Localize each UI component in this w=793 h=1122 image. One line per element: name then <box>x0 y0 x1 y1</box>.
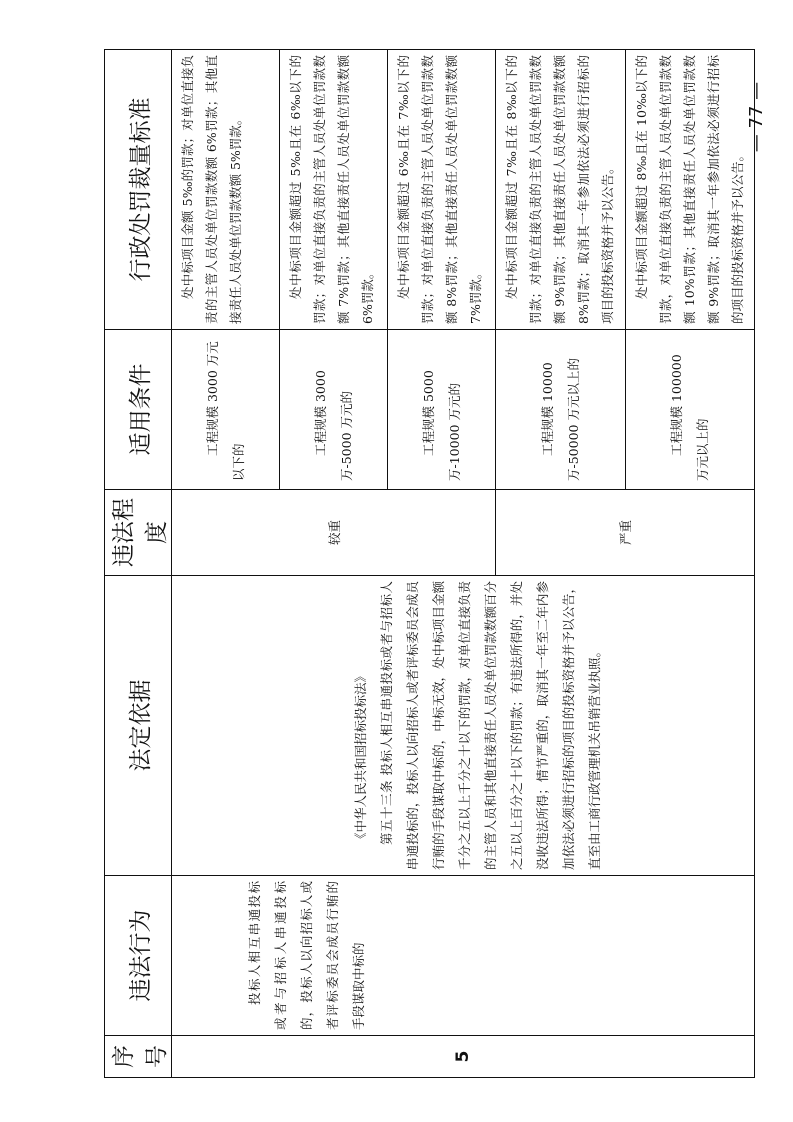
condition-text: 工程规模 100000 万元以上的 <box>669 354 710 481</box>
condition-text: 工程规模 5000 万-10000 万元的 <box>420 370 462 481</box>
standard-cell <box>496 50 626 330</box>
penalty-table <box>104 49 755 1078</box>
table-row <box>172 50 280 1078</box>
degree-heavy-cell: 较重 <box>172 490 496 576</box>
degree-severe-cell: 严重 <box>496 490 755 576</box>
standard-cell <box>280 50 388 330</box>
standard-cell <box>388 50 496 330</box>
header-standard: 行政处罚裁量标准 <box>105 50 172 330</box>
condition-text: 工程规模 3000 万-5000 万元的 <box>312 370 354 481</box>
condition-cell <box>172 330 280 490</box>
header-condition: 适用条件 <box>105 330 172 490</box>
condition-cell <box>496 330 626 490</box>
basis-title: 《中华人民共和国招标投标法》 <box>353 669 368 845</box>
standard-text: 处中标项目金额超过 7‰且在 8‰以下的罚款；对单位直接负责的主管人员处单位罚款数额 9%罚款；其他直接责任人员处单位罚款数额 8%罚款；取消其一年参加依法必须进行招标的项目的投标资格并予以公告。 <box>504 55 615 324</box>
header-basis: 法定依据 <box>105 576 172 876</box>
page-number-text: — 77 — <box>746 81 767 153</box>
rotated-page <box>104 50 745 1078</box>
standard-cell <box>172 50 280 330</box>
standard-cell <box>626 50 755 330</box>
standard-text: 处中标项目金额超过 6‰且在 7‰以下的罚款；对单位直接负责的主管人员处单位罚款数额 8%罚款；其他直接责任人员处单位罚款数额 7%罚款。 <box>396 55 483 324</box>
header-act: 违法行为 <box>105 876 172 1036</box>
standard-text: 处中标项目金额超过 5‰且在 6‰以下的罚款；对单位直接负责的主管人员处单位罚款数额 7%罚款；其他直接责任人员处单位罚款数额 6%罚款。 <box>288 55 375 324</box>
condition-text: 工程规模 10000 万-50000 万元以上的 <box>539 358 581 481</box>
basis-cell <box>172 576 755 876</box>
condition-cell <box>626 330 755 490</box>
basis-text: 第五十三条 投标人相互串通投标或者与招标人串通投标的，投标人以向招标人或者评标委员会成员行贿的手段谋取中标的，中标无效，处中标项目金额千分之五以上千分之十以下的罚款，对单位直接负责的主管人员和其他直接责任人员处单位罚款数额百分之五以上百分之十以下的罚款；有违法所得的，并处没收违法所得；情节严重的，取消其一年至二年内参加依法必须进行招标的项目的投标资格并予以公告，直至由工商行政管理机关吊销营业执照。 <box>379 581 602 870</box>
standard-text: 处中标项目金额超过 8‰且在 10‰以下的罚款，对单位直接负责的主管人员处单位罚款数额 10%罚款；其他直接责任人员处单位罚款数额 9%罚款；取消其一年参加依法必须进行招标的项目的投标资格并予以公告。 <box>634 55 745 324</box>
page-number <box>737 62 777 172</box>
header-degree: 违法程度 <box>105 490 172 576</box>
standard-text: 处中标项目金额 5‰的罚款；对单位直接负责的主管人员处单位罚款数额 6%罚款；其他直接责任人员处单位罚款数额 5%罚款。 <box>180 55 243 324</box>
act-text: 投标人相互串通投标或者与招标人串通投标的，投标人以向招标人或者评标委员会成员行贿的手段谋取中标的 <box>247 881 366 1030</box>
act-cell <box>172 876 755 1036</box>
serial-cell: 5 <box>172 1036 755 1078</box>
condition-cell <box>280 330 388 490</box>
header-row <box>105 50 172 1078</box>
header-serial: 序号 <box>105 1036 172 1078</box>
condition-text: 工程规模 3000 万元以下的 <box>204 341 246 481</box>
condition-cell <box>388 330 496 490</box>
